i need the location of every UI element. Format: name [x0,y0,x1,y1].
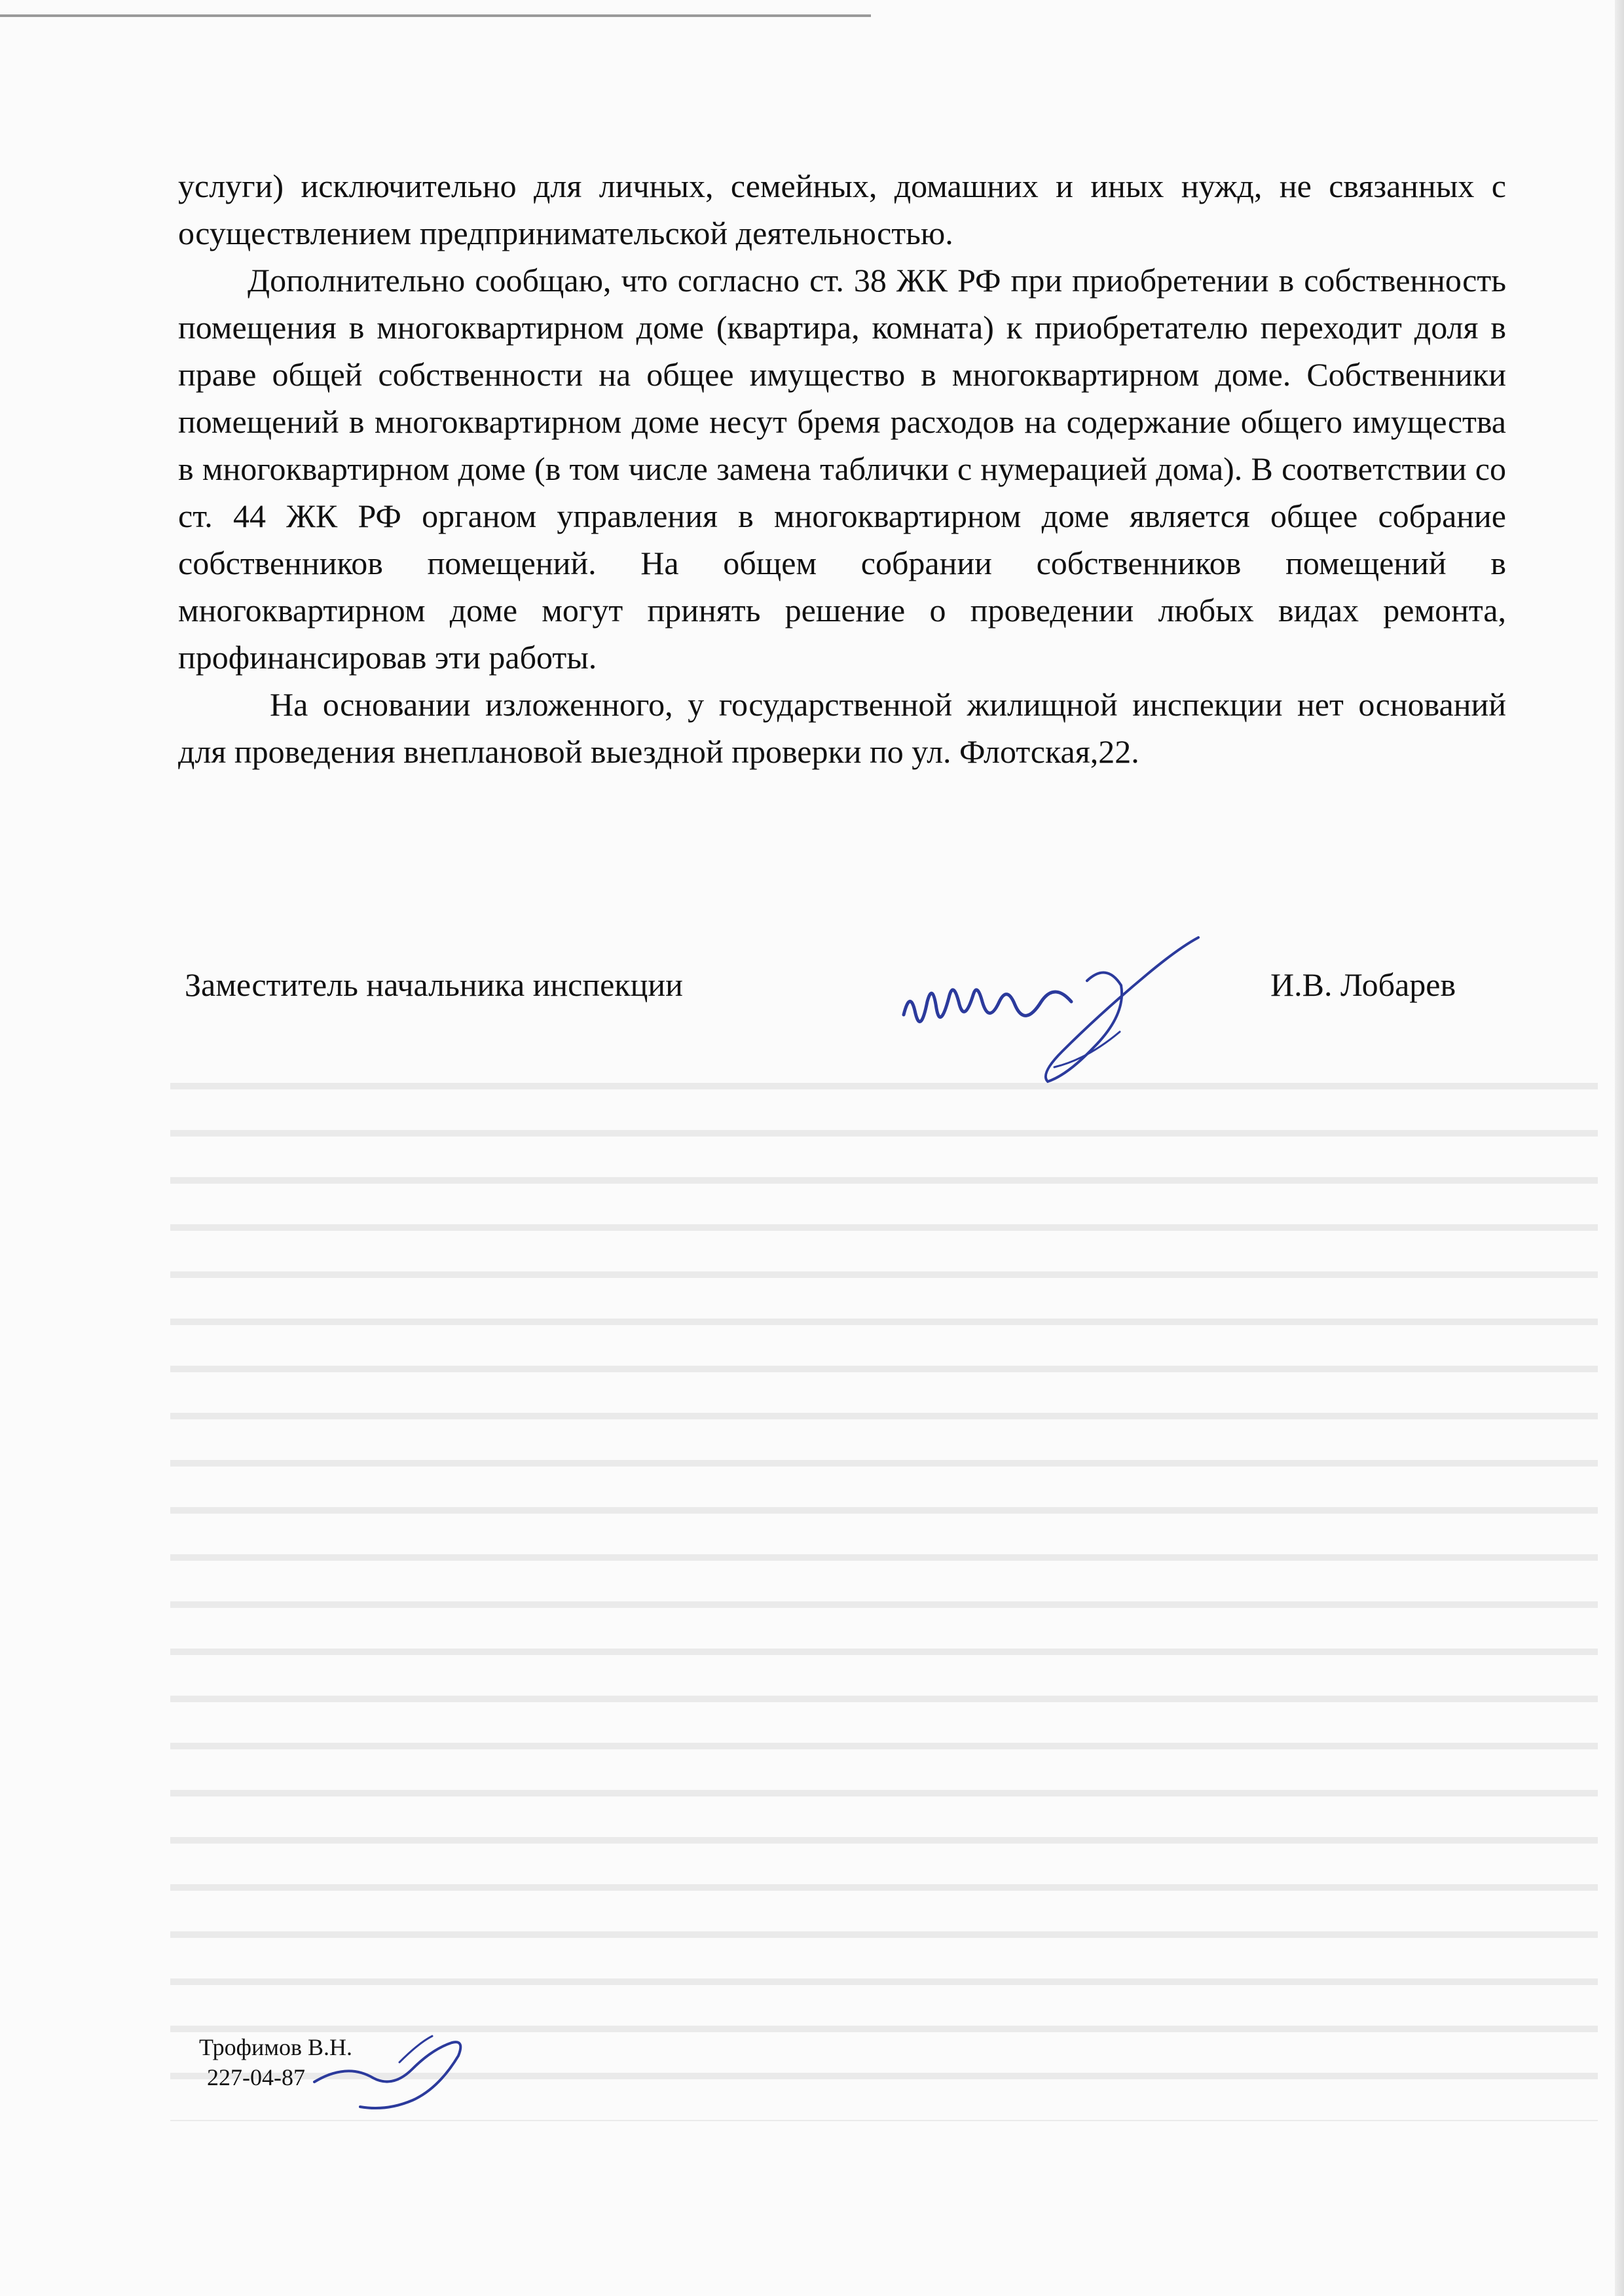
executor-phone: 227-04-87 [207,2064,305,2090]
paragraph-common-property: Дополнительно сообщаю, что согласно ст. 38 ЖК РФ при приобретении в собственность помещения в многоквартирном доме (квартира, комната) к приобретателю переходит доля в праве общей собственности на общее имущество в многоквартирном доме. Собственники помещений в многоквартирном доме несут бремя расходов на содержание общего имущества в многоквартирном доме (в том числе замена таблички с нумерацией дома). В соответствии со ст. 44 ЖК РФ органом управления в многоквартирном доме является общее собрание собственников помещений. На общем собрании собственников помещений в многоквартирном доме могут принять решение о проведении любых видах ремонта, профинансировав эти работы. [178,262,1506,676]
scan-top-rule [0,14,871,17]
handwritten-signature [891,903,1231,1100]
paragraph-services: услуги) исключительно для личных, семейных, домашних и иных нужд, не связанных с осуществлением предпринимательской деятельностью. [178,168,1506,251]
signatory-name: И.В. Лобарев [1270,966,1456,1003]
executor-name: Трофимов В.Н. [199,2034,352,2060]
executor-initials [301,2023,498,2121]
reverse-side-bleed-through [170,1061,1598,2121]
letter-body [178,162,1506,775]
signatory-position: Заместитель начальника инспекции [185,966,683,1003]
scan-right-edge [1615,0,1624,2296]
paragraph-conclusion: На основании изложенного, у государственной жилищной инспекции нет оснований для проведения внеплановой выездной проверки по ул. Флотская,22. [178,686,1506,770]
